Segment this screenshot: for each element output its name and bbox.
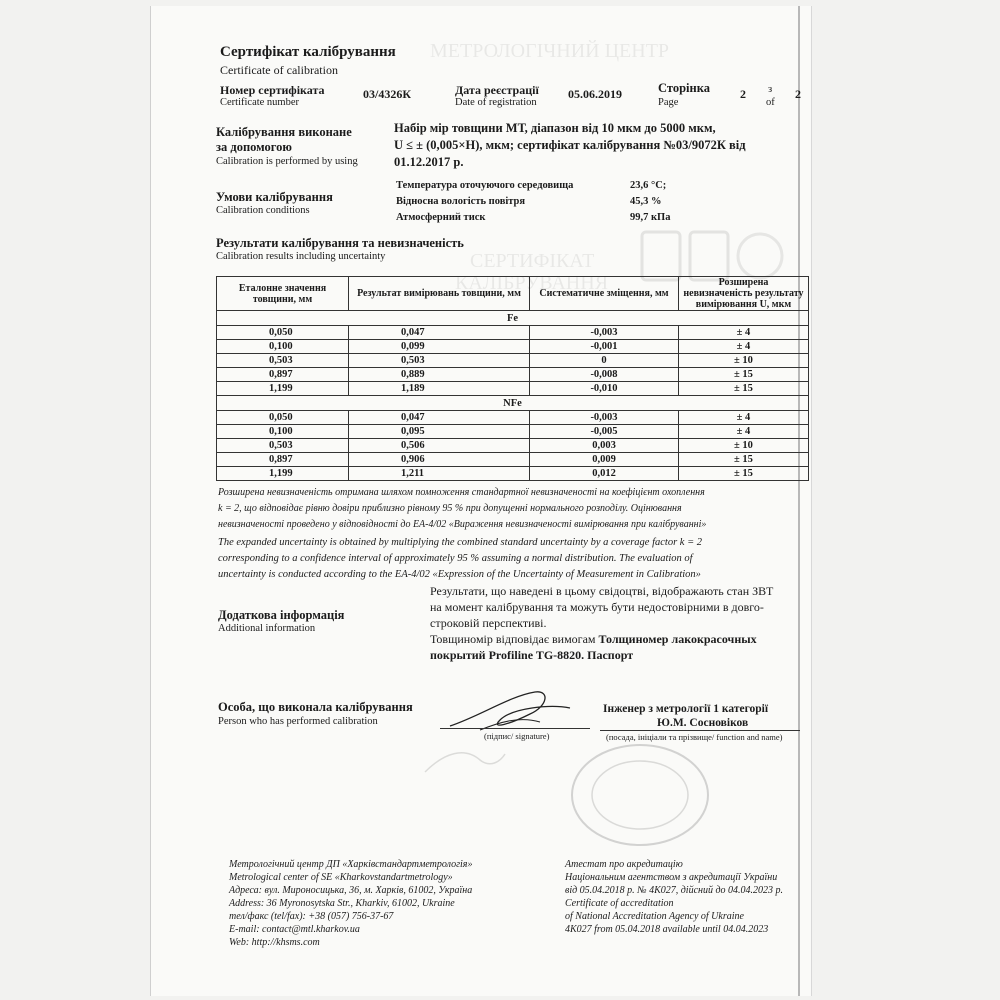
results-title-en: Calibration results including uncertainty <box>216 251 386 262</box>
compliance-prefix: Товщиномір відповідає вимогам <box>430 632 599 646</box>
registration-date-label-en: Date of registration <box>455 97 537 108</box>
footer-left <box>229 858 472 949</box>
conditions-label-en: Calibration conditions <box>216 205 310 216</box>
uncertainty-note-en-line: The expanded uncertainty is obtained by multiplying the combined standard uncertainty by a coverage factor k = 2 <box>218 537 703 548</box>
performed-with-label-uk-2: за допомогою <box>216 140 292 154</box>
performer-label-uk: Особа, що виконала калібрування <box>218 700 413 714</box>
footer-left-line: Web: http://khsms.com <box>229 937 320 948</box>
temperature-value: 23,6 °С; <box>630 180 667 191</box>
uncertainty-note-uk-line: k = 2, що відповідає рівню довіри приблизно рівному 95 % при допущенні нормального розподілу. Оцінювання <box>218 503 682 514</box>
footer-left-line: Metrological center of SE «Kharkovstandartmetrology» <box>229 872 453 883</box>
cell-bias: -0,001 <box>530 340 679 354</box>
conditions-label-uk: Умови калібрування <box>216 190 333 204</box>
cell-uncertainty: ± 4 <box>679 340 809 354</box>
page-total: 2 <box>795 87 801 101</box>
table-row <box>217 425 809 439</box>
additional-info-text <box>430 583 773 663</box>
additional-info-line: Результати, що наведені в цьому свідоцтві, відображають стан ЗВТ <box>430 584 774 598</box>
pressure-value: 99,7 кПа <box>630 212 671 223</box>
cell-uncertainty: ± 4 <box>679 326 809 340</box>
column-header-reference: Еталонне значення товщини, мм <box>217 277 349 311</box>
cell-reference: 0,050 <box>217 326 349 340</box>
cell-bias: -0,008 <box>530 368 679 382</box>
certificate-number-label-uk: Номер сертифіката <box>220 83 325 97</box>
performed-with-line-2: U ≤ ± (0,005×H), мкм; сертифікат калібрування №03/9072К від <box>394 138 746 152</box>
performed-with-line-1: Набір мір товщини МТ, діапазон від 10 мкм до 5000 мкм, <box>394 121 716 135</box>
additional-info-label-uk: Додаткова інформація <box>218 608 345 622</box>
cell-bias: 0 <box>530 354 679 368</box>
cell-reference: 0,100 <box>217 425 349 439</box>
certificate-title-en: Certificate of calibration <box>220 63 338 77</box>
table-row <box>217 368 809 382</box>
page-label-uk: Сторінка <box>658 81 710 95</box>
cell-reference: 1,199 <box>217 467 349 481</box>
table-row <box>217 340 809 354</box>
cell-measured: 0,047 <box>349 326 530 340</box>
humidity-label: Відносна вологість повітря <box>396 196 526 207</box>
column-header-bias: Систематичне зміщення, мм <box>530 277 679 311</box>
additional-info-line: строковій перспективі. <box>430 616 547 630</box>
cell-bias: 0,009 <box>530 453 679 467</box>
cell-reference: 0,050 <box>217 411 349 425</box>
cell-reference: 0,897 <box>217 453 349 467</box>
compliance-line-2: покрытий Profiline TG-8820. Паспорт <box>430 648 634 662</box>
cell-measured: 0,889 <box>349 368 530 382</box>
signature-caption: (підпис/ signature) <box>484 731 550 741</box>
page-label-en: Page <box>658 97 679 108</box>
performer-position: Інженер з метрології 1 категорії <box>603 703 769 715</box>
table-row <box>217 382 809 396</box>
page-number: 2 <box>740 87 746 101</box>
uncertainty-note-uk <box>218 485 808 533</box>
cell-uncertainty: ± 4 <box>679 411 809 425</box>
name-caption: (посада, ініціали та прізвище/ function and name) <box>606 732 783 742</box>
footer-right-line: Національним агентством з акредитації України <box>565 872 778 883</box>
cell-bias: -0,003 <box>530 326 679 340</box>
cell-bias: -0,005 <box>530 425 679 439</box>
group-name: Fe <box>217 311 809 326</box>
performer-label-en: Person who has performed calibration <box>218 716 378 727</box>
cell-bias: -0,003 <box>530 411 679 425</box>
uncertainty-note-uk-line: невизначеності проведено у відповідності до ЕА-4/02 «Вираження невизначеності вимірювання при калібруванні» <box>218 519 707 530</box>
table-row <box>217 354 809 368</box>
bleed-through-text: КАЛІБРУВАННЯ <box>455 272 609 294</box>
cell-measured: 1,189 <box>349 382 530 396</box>
temperature-label: Температура оточуючого середовища <box>396 180 574 191</box>
cell-uncertainty: ± 15 <box>679 467 809 481</box>
cell-uncertainty: ± 4 <box>679 425 809 439</box>
footer-left-line: Адреса: вул. Мироносицька, 36, м. Харків, 61002, Україна <box>229 885 473 896</box>
group-row <box>217 311 809 326</box>
table-row <box>217 411 809 425</box>
cell-measured: 1,211 <box>349 467 530 481</box>
pressure-label: Атмосферний тиск <box>396 212 486 223</box>
bleed-through-text: СЕРТИФІКАТ <box>470 250 595 272</box>
cell-uncertainty: ± 15 <box>679 453 809 467</box>
performed-with-label-en: Calibration is performed by using <box>216 156 358 167</box>
cell-uncertainty: ± 10 <box>679 354 809 368</box>
uncertainty-note-uk-line: Розширена невизначеність отримана шляхом помноження стандартної невизначеності на коефіцієнт охоплення <box>218 487 705 498</box>
cell-uncertainty: ± 15 <box>679 368 809 382</box>
cell-bias: 0,003 <box>530 439 679 453</box>
uncertainty-note-en <box>218 535 808 583</box>
additional-info-line: на момент калібрування та можуть бути недостовірними в довго- <box>430 600 764 614</box>
footer-left-line: тел/факс (tel/fax): +38 (057) 756-37-67 <box>229 911 394 922</box>
table-row <box>217 453 809 467</box>
footer-right-line: Атестат про акредитацію <box>565 859 683 870</box>
results-title-uk: Результати калібрування та невизначеність <box>216 236 464 250</box>
cell-reference: 0,503 <box>217 439 349 453</box>
uncertainty-note-en-line: corresponding to a confidence interval of approximately 95 % assuming a normal distribution. The evaluation of <box>218 553 693 564</box>
of-label-uk: з <box>768 84 773 95</box>
table-row <box>217 467 809 481</box>
bleed-through-text: МЕТРОЛОГІЧНИЙ ЦЕНТР <box>430 40 670 62</box>
stamp-icon <box>565 740 715 850</box>
performed-with-label-uk-1: Калібрування виконане <box>216 125 352 139</box>
registration-date-label-uk: Дата реєстрації <box>455 83 539 97</box>
cell-measured: 0,095 <box>349 425 530 439</box>
footer-right-line: від 05.04.2018 р. № 4К027, дійсний до 04.04.2023 р. <box>565 885 784 896</box>
cell-uncertainty: ± 15 <box>679 382 809 396</box>
calibration-results-table <box>216 276 809 481</box>
cell-measured: 0,047 <box>349 411 530 425</box>
of-label-en: of <box>766 97 775 108</box>
footer-right-line: 4К027 from 05.04.2018 available until 04.04.2023 <box>565 924 769 935</box>
signature-line <box>440 728 590 729</box>
footer-left-line: E-mail: contact@mtl.kharkov.ua <box>229 924 360 935</box>
cell-measured: 0,099 <box>349 340 530 354</box>
cell-reference: 0,503 <box>217 354 349 368</box>
cell-bias: 0,012 <box>530 467 679 481</box>
compliance-line <box>430 631 773 647</box>
name-line <box>600 730 800 731</box>
footer-left-line: Address: 36 Myronosytska Str., Kharkiv, 61002, Ukraine <box>229 898 455 909</box>
cell-measured: 0,503 <box>349 354 530 368</box>
cell-measured: 0,506 <box>349 439 530 453</box>
cell-bias: -0,010 <box>530 382 679 396</box>
humidity-value: 45,3 % <box>630 196 662 207</box>
bleed-through-signature <box>420 742 510 782</box>
cell-reference: 1,199 <box>217 382 349 396</box>
cell-reference: 0,897 <box>217 368 349 382</box>
performer-name: Ю.М. Сосновіков <box>657 717 749 729</box>
column-header-uncertainty: Розширена невизначеність результату вимірювання U, мкм <box>679 277 809 311</box>
table-row <box>217 326 809 340</box>
certificate-number: 03/4326К <box>363 87 412 101</box>
certificate-number-label-en: Certificate number <box>220 97 300 108</box>
uncertainty-note-en-line: uncertainty is conducted according to the EA-4/02 «Expression of the Uncertainty of Measurement in Calibration» <box>218 569 701 580</box>
certificate-title-uk: Сертифікат калібрування <box>220 44 396 60</box>
performed-with-line-3: 01.12.2017 р. <box>394 155 464 169</box>
cell-uncertainty: ± 10 <box>679 439 809 453</box>
footer-right <box>565 858 783 936</box>
group-row <box>217 396 809 411</box>
group-name: NFe <box>217 396 809 411</box>
registration-date: 05.06.2019 <box>568 87 622 101</box>
compliance-document: Толщиномер лакокрасочных <box>598 632 757 646</box>
table-header-row <box>217 277 809 311</box>
cell-reference: 0,100 <box>217 340 349 354</box>
column-header-measured: Результат вимірювань товщини, мм <box>349 277 530 311</box>
table-row <box>217 439 809 453</box>
cell-measured: 0,906 <box>349 453 530 467</box>
footer-right-line: of National Accreditation Agency of Ukraine <box>565 911 744 922</box>
additional-info-label-en: Additional information <box>218 623 316 634</box>
footer-right-line: Certificate of accreditation <box>565 898 674 909</box>
footer-left-line: Метрологічний центр ДП «Харківстандартметрологія» <box>229 859 473 870</box>
